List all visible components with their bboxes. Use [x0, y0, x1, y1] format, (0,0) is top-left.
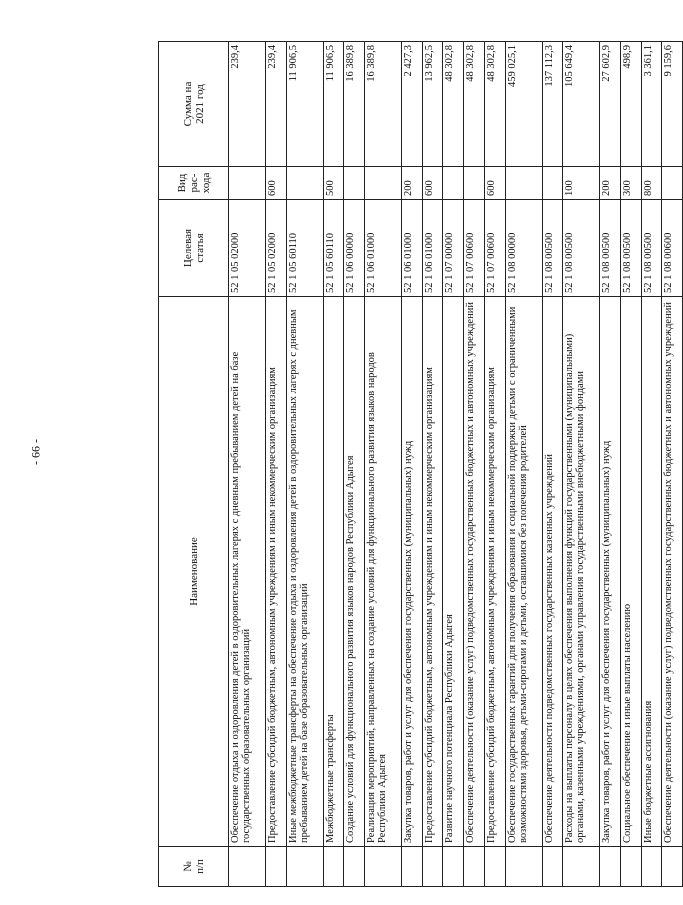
cell-code: 52 1 07 00600	[484, 200, 505, 297]
table-row	[443, 42, 464, 887]
cell-vid	[542, 167, 563, 200]
table-row	[402, 42, 423, 887]
cell-code: 52 1 06 00000	[344, 200, 365, 297]
cell-sum: 3 361,1	[641, 42, 662, 167]
cell-num	[542, 847, 563, 887]
cell-code: 52 1 08 00600	[662, 200, 683, 297]
cell-vid: 500	[323, 167, 344, 200]
cell-sum: 239,4	[265, 42, 286, 167]
cell-name: Реализация мероприятий, направленных на создание условий для функционального развития языков народов Республики Адыгея	[365, 297, 402, 847]
cell-sum: 27 602,9	[600, 42, 621, 167]
table-row	[323, 42, 344, 887]
cell-num	[422, 847, 443, 887]
table-row	[344, 42, 365, 887]
cell-sum: 11 906,5	[323, 42, 344, 167]
cell-sum: 48 302,8	[484, 42, 505, 167]
table-header-row	[159, 42, 229, 887]
cell-code: 52 1 08 00000	[505, 200, 542, 297]
cell-code: 52 1 08 00500	[641, 200, 662, 297]
cell-name: Обеспечение государственных гарантий для получения образования и социальной поддержки детьми с ограниченными возможностями здоровья, детьми-сиротами и детьми, оставшимися без попечения родителей	[505, 297, 542, 847]
cell-num	[365, 847, 402, 887]
table-row	[422, 42, 443, 887]
table-row	[464, 42, 485, 887]
header-vid: Вид рас- хода	[159, 167, 229, 200]
cell-code: 52 1 06 01000	[402, 200, 423, 297]
cell-code: 52 1 08 00500	[600, 200, 621, 297]
cell-vid: 300	[620, 167, 641, 200]
table-row	[600, 42, 621, 887]
cell-name: Обеспечение деятельности (оказание услуг) подведомственных государственных бюджетных и автономных учреждений	[464, 297, 485, 847]
header-name: Наименование	[159, 297, 229, 847]
cell-vid: 200	[402, 167, 423, 200]
cell-name: Обеспечение отдыха и оздоровления детей в оздоровительных лагерях с дневным пребыванием детей на базе государственных образовательных организаций	[229, 297, 266, 847]
cell-vid	[229, 167, 266, 200]
cell-vid	[344, 167, 365, 200]
cell-code: 52 1 08 00500	[542, 200, 563, 297]
cell-name: Иные межбюджетные трансферты на обеспечение отдыха и оздоровления детей в оздоровительных лагерях с дневным пребыванием детей на базе образовательных организаций	[286, 297, 323, 847]
cell-code: 52 1 05 02000	[265, 200, 286, 297]
cell-vid: 800	[641, 167, 662, 200]
table-row	[265, 42, 286, 887]
cell-sum: 2 427,3	[402, 42, 423, 167]
cell-name: Обеспечение деятельности (оказание услуг) подведомственных государственных бюджетных и автономных учреждений	[662, 297, 683, 847]
cell-name: Развитие научного потенциала Республики Адыгея	[443, 297, 464, 847]
budget-table	[158, 41, 683, 887]
cell-vid	[443, 167, 464, 200]
cell-sum: 498,9	[620, 42, 641, 167]
cell-vid: 100	[563, 167, 600, 200]
cell-num	[286, 847, 323, 887]
cell-vid	[365, 167, 402, 200]
cell-code: 52 1 05 60110	[323, 200, 344, 297]
cell-code: 52 1 05 02000	[229, 200, 266, 297]
cell-name: Иные бюджетные ассигнования	[641, 297, 662, 847]
table-row	[641, 42, 662, 887]
cell-num	[662, 847, 683, 887]
cell-vid: 600	[265, 167, 286, 200]
cell-num	[600, 847, 621, 887]
table-row	[542, 42, 563, 887]
table-row	[563, 42, 600, 887]
cell-sum: 459 025,1	[505, 42, 542, 167]
cell-num	[641, 847, 662, 887]
cell-name: Обеспечение деятельности подведомственных государственных казенных учреждений	[542, 297, 563, 847]
cell-num	[443, 847, 464, 887]
cell-sum: 16 389,8	[344, 42, 365, 167]
cell-sum: 13 962,5	[422, 42, 443, 167]
cell-code: 52 1 06 01000	[365, 200, 402, 297]
table-row	[662, 42, 683, 887]
cell-num	[620, 847, 641, 887]
cell-vid	[286, 167, 323, 200]
table-row	[286, 42, 323, 887]
cell-sum: 11 906,5	[286, 42, 323, 167]
cell-code: 52 1 07 00600	[464, 200, 485, 297]
cell-code: 52 1 07 00000	[443, 200, 464, 297]
cell-vid: 600	[422, 167, 443, 200]
table-body	[229, 42, 683, 887]
cell-num	[229, 847, 266, 887]
cell-num	[402, 847, 423, 887]
cell-sum: 48 302,8	[464, 42, 485, 167]
cell-name: Предоставление субсидий бюджетным, автономным учреждениям и иным некоммерческим организациям	[265, 297, 286, 847]
cell-name: Закупка товаров, работ и услуг для обеспечения государственных (муниципальных) нужд	[600, 297, 621, 847]
page-number: - 66 -	[28, 439, 43, 465]
cell-name: Предоставление субсидий бюджетным, автономным учреждениям и иным некоммерческим организациям	[422, 297, 443, 847]
cell-name: Создание условий для функционального развития языков народов Республики Адыгея	[344, 297, 365, 847]
cell-vid	[464, 167, 485, 200]
cell-sum: 105 649,4	[563, 42, 600, 167]
cell-num	[563, 847, 600, 887]
cell-num	[464, 847, 485, 887]
cell-code: 52 1 05 60110	[286, 200, 323, 297]
cell-name: Межбюджетные трансферты	[323, 297, 344, 847]
cell-num	[484, 847, 505, 887]
table-row	[620, 42, 641, 887]
cell-num	[323, 847, 344, 887]
cell-vid: 600	[484, 167, 505, 200]
cell-code: 52 1 08 00500	[563, 200, 600, 297]
cell-sum: 16 389,8	[365, 42, 402, 167]
budget-table-container	[158, 42, 683, 887]
table-row	[505, 42, 542, 887]
cell-num	[505, 847, 542, 887]
cell-num	[265, 847, 286, 887]
table-row	[229, 42, 266, 887]
cell-name: Закупка товаров, работ и услуг для обеспечения государственных (муниципальных) нужд	[402, 297, 423, 847]
header-num: № п/п	[159, 847, 229, 887]
cell-sum: 9 159,6	[662, 42, 683, 167]
cell-sum: 239,4	[229, 42, 266, 167]
cell-name: Предоставление субсидий бюджетным, автономным учреждениям и иным некоммерческим организациям	[484, 297, 505, 847]
cell-vid	[662, 167, 683, 200]
cell-code: 52 1 08 00500	[620, 200, 641, 297]
cell-name: Социальное обеспечение и иные выплаты населению	[620, 297, 641, 847]
cell-vid: 200	[600, 167, 621, 200]
cell-vid	[505, 167, 542, 200]
cell-sum: 137 112,3	[542, 42, 563, 167]
table-row	[365, 42, 402, 887]
table-row	[484, 42, 505, 887]
header-code: Целевая статья	[159, 200, 229, 297]
cell-num	[344, 847, 365, 887]
header-sum: Сумма на 2021 год	[159, 42, 229, 167]
cell-name: Расходы на выплаты персоналу в целях обеспечения выполнения функций государственными (муниципальными) органами, казенными учреждениями, органами управления государственными внебюджетными фондами	[563, 297, 600, 847]
cell-sum: 48 302,8	[443, 42, 464, 167]
cell-code: 52 1 06 01000	[422, 200, 443, 297]
